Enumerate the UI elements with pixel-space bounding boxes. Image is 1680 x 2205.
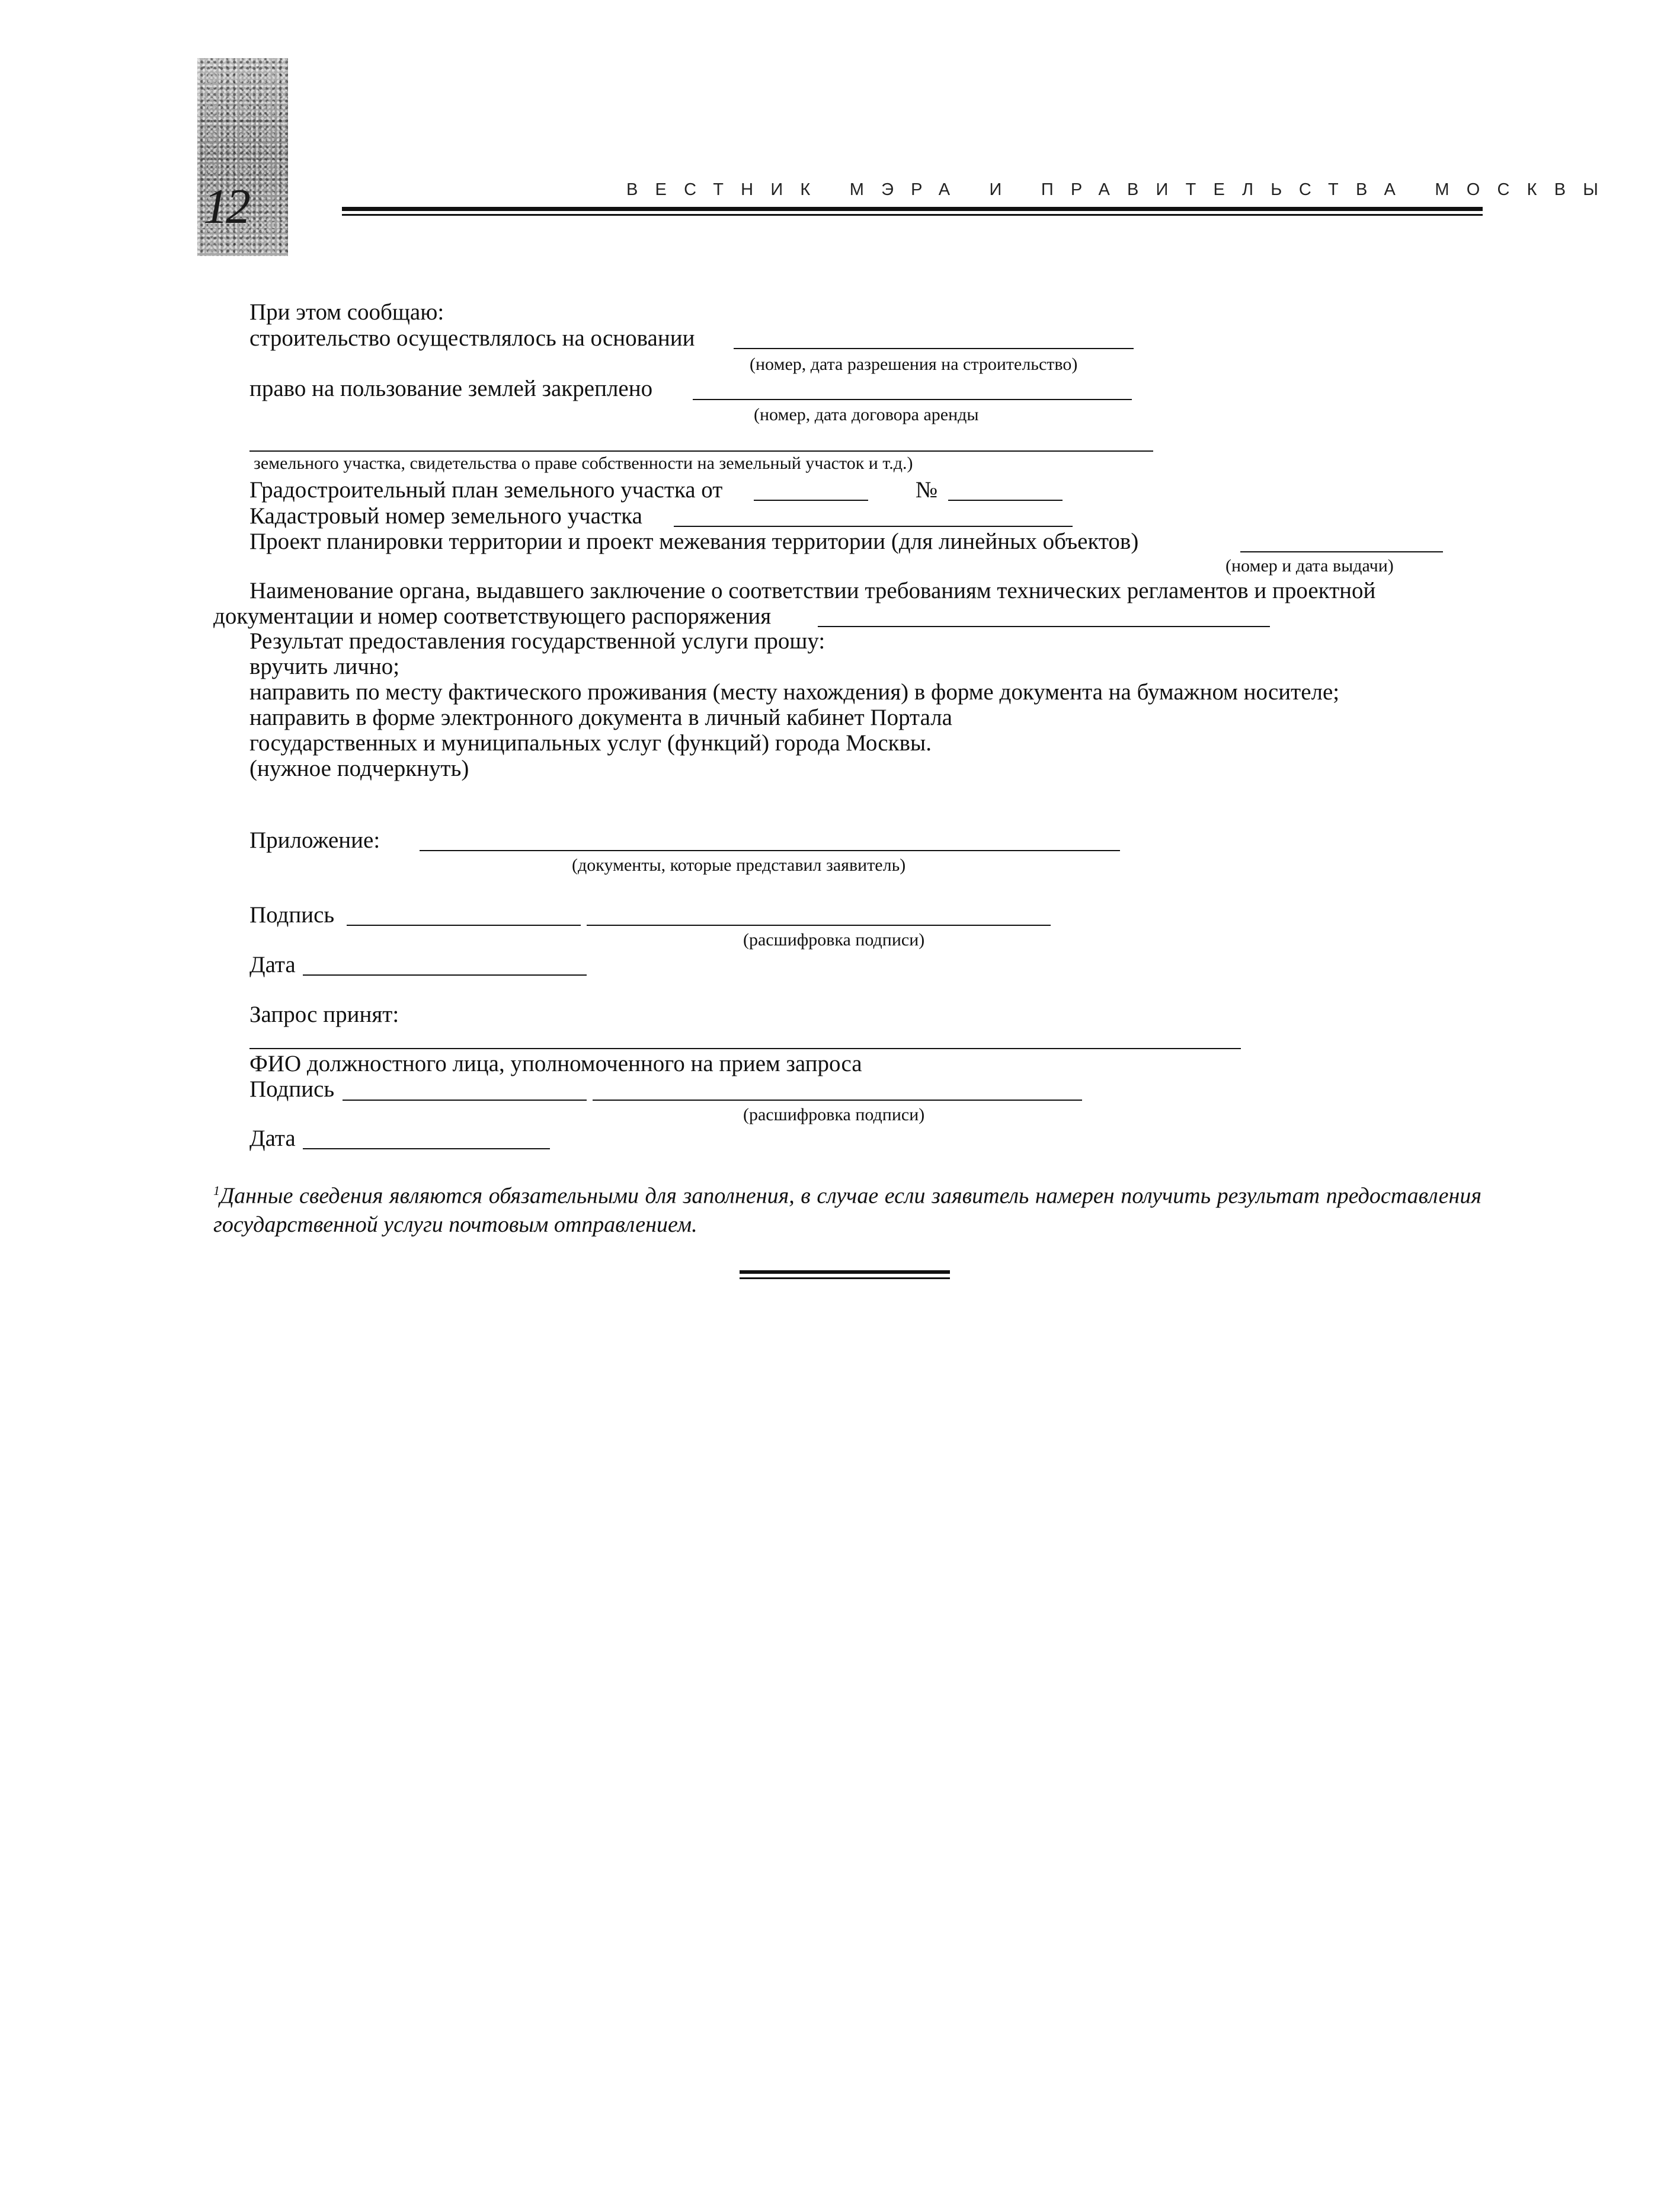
signature2-hint: (расшифровка подписи) — [743, 1105, 925, 1124]
land-right-field[interactable] — [693, 399, 1132, 400]
date-field[interactable] — [303, 974, 587, 976]
date2-field[interactable] — [303, 1148, 550, 1149]
result-intro: Результат предоставления государственной услуги прошу: — [249, 628, 825, 654]
construction-basis-hint: (номер, дата разрешения на строительство) — [750, 354, 1078, 374]
signature-decode-field[interactable] — [587, 925, 1051, 926]
authority-label-1: Наименование органа, выдавшего заключение о соответствии требованиям технических регламентов и проектной — [249, 578, 1376, 603]
date-label: Дата — [249, 952, 296, 977]
land-right-field-2[interactable] — [249, 450, 1153, 452]
signature2-label: Подпись — [249, 1076, 335, 1102]
construction-basis-label: строительство осуществлялось на основании — [249, 325, 695, 351]
footnote — [213, 1177, 1481, 1239]
land-right-label: право на пользование землей закреплено — [249, 376, 653, 401]
attachment-field[interactable] — [420, 850, 1120, 851]
signature-hint: (расшифровка подписи) — [743, 930, 925, 950]
option-by-mail[interactable]: направить по месту фактического проживания (месту нахождения) в форме документа на бумажном носителе; — [249, 679, 1340, 705]
authority-field[interactable] — [818, 626, 1270, 627]
land-right-hint-2: земельного участка, свидетельства о праве собственности на земельный участок и т.д.) — [254, 453, 913, 473]
official-field[interactable] — [249, 1048, 1241, 1049]
date2-label: Дата — [249, 1126, 296, 1151]
cadastral-field[interactable] — [674, 526, 1073, 527]
gpzu-number-field[interactable] — [948, 500, 1063, 501]
authority-label-2: документации и номер соответствующего распоряжения — [213, 603, 772, 629]
planning-field[interactable] — [1240, 551, 1443, 552]
official-label: ФИО должностного лица, уполномоченного на прием запроса — [249, 1051, 862, 1076]
signature-field[interactable] — [347, 925, 581, 926]
header-rule — [342, 207, 1483, 211]
planning-label: Проект планировки территории и проект межевания территории (для линейных объектов) — [249, 529, 1139, 554]
signature-label: Подпись — [249, 902, 335, 928]
footnote-marker: 1 — [213, 1183, 220, 1198]
intro-text: При этом сообщаю: — [249, 299, 444, 325]
accepted-label: Запрос принят: — [249, 1002, 399, 1027]
page-number: 12 — [203, 179, 248, 234]
option-in-person[interactable]: вручить лично; — [249, 654, 400, 679]
footnote-text: Данные сведения являются обязательными для заполнения, в случае если заявитель намерен получить результат предоставления государственной услуги почтовым отправлением. — [213, 1183, 1481, 1237]
end-rule — [740, 1270, 950, 1274]
option-electronic-2[interactable]: государственных и муниципальных услуг (функций) города Москвы. — [249, 730, 932, 756]
land-right-hint: (номер, дата договора аренды — [754, 405, 979, 424]
option-electronic-1[interactable]: направить в форме электронного документа в личный кабинет Портала — [249, 705, 952, 730]
attachment-hint: (документы, которые представил заявитель) — [572, 855, 906, 875]
gpzu-date-field[interactable] — [754, 500, 868, 501]
header-rule-thin — [342, 214, 1483, 216]
end-rule-thin — [740, 1277, 950, 1279]
construction-basis-field[interactable] — [734, 348, 1134, 349]
underline-note: (нужное подчеркнуть) — [249, 756, 469, 781]
journal-title: ВЕСТНИК МЭРА И ПРАВИТЕЛЬСТВА МОСКВЫ — [626, 180, 1616, 199]
cadastral-label: Кадастровый номер земельного участка — [249, 503, 642, 529]
gpzu-number-sign: № — [916, 477, 938, 503]
signature2-field[interactable] — [343, 1100, 587, 1101]
attachment-label: Приложение: — [249, 827, 380, 853]
planning-hint: (номер и дата выдачи) — [1225, 556, 1394, 576]
signature2-decode-field[interactable] — [593, 1100, 1082, 1101]
gpzu-label: Градостроительный план земельного участка от — [249, 477, 723, 503]
